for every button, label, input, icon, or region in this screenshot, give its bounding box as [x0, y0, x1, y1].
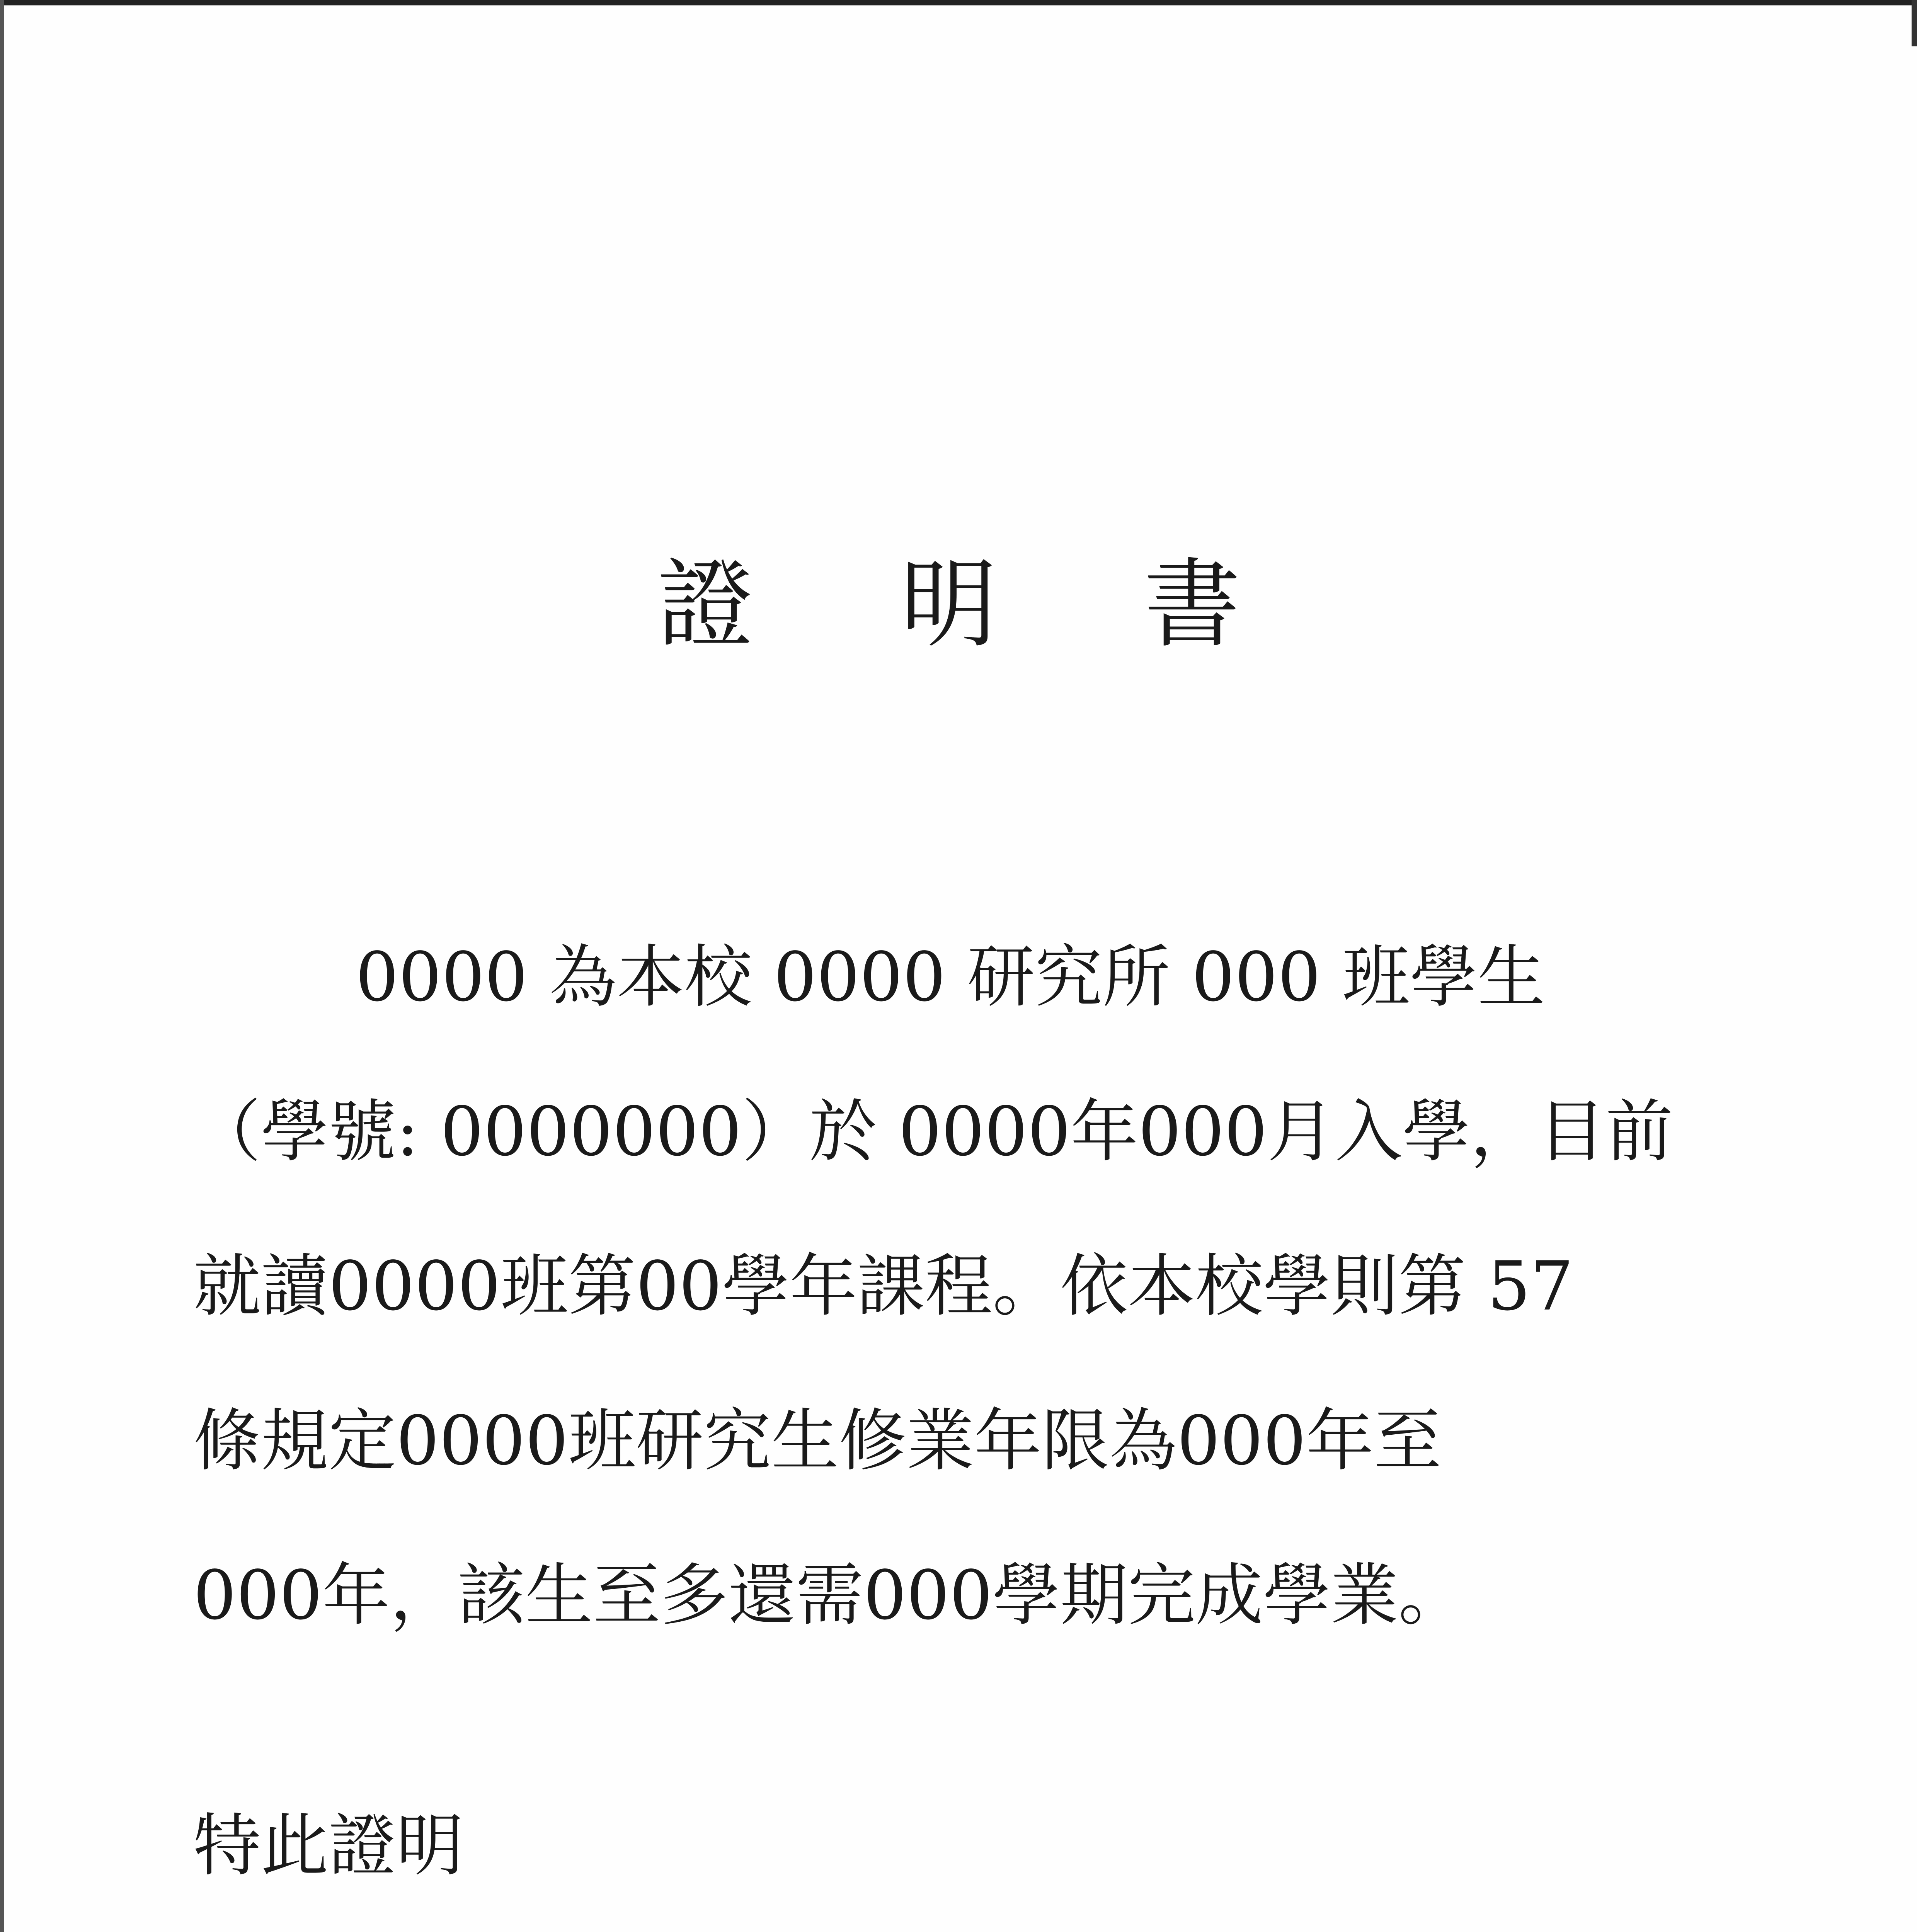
body-line-3: 就讀0000班第00學年課程。依本校學則第 57 [193, 1247, 1574, 1326]
certificate-body [193, 900, 1693, 1673]
closing-statement: 特此證明 [193, 1807, 464, 1885]
scan-border-right [1912, 0, 1917, 46]
scan-border-top [0, 0, 1917, 5]
body-line-5: 000年，該生至多還需000學期完成學業。 [193, 1556, 1466, 1635]
body-line-1: 0000 為本校 0000 研究所 000 班學生 [356, 938, 1545, 1017]
document-title: 證 明 書 [657, 548, 1299, 661]
body-line-4: 條規定0000班研究生修業年限為000年至 [193, 1402, 1442, 1480]
body-line-2: （學號: 0000000）於 0000年000月入學，目前 [193, 1093, 1673, 1171]
scan-border-left [0, 0, 4, 1932]
